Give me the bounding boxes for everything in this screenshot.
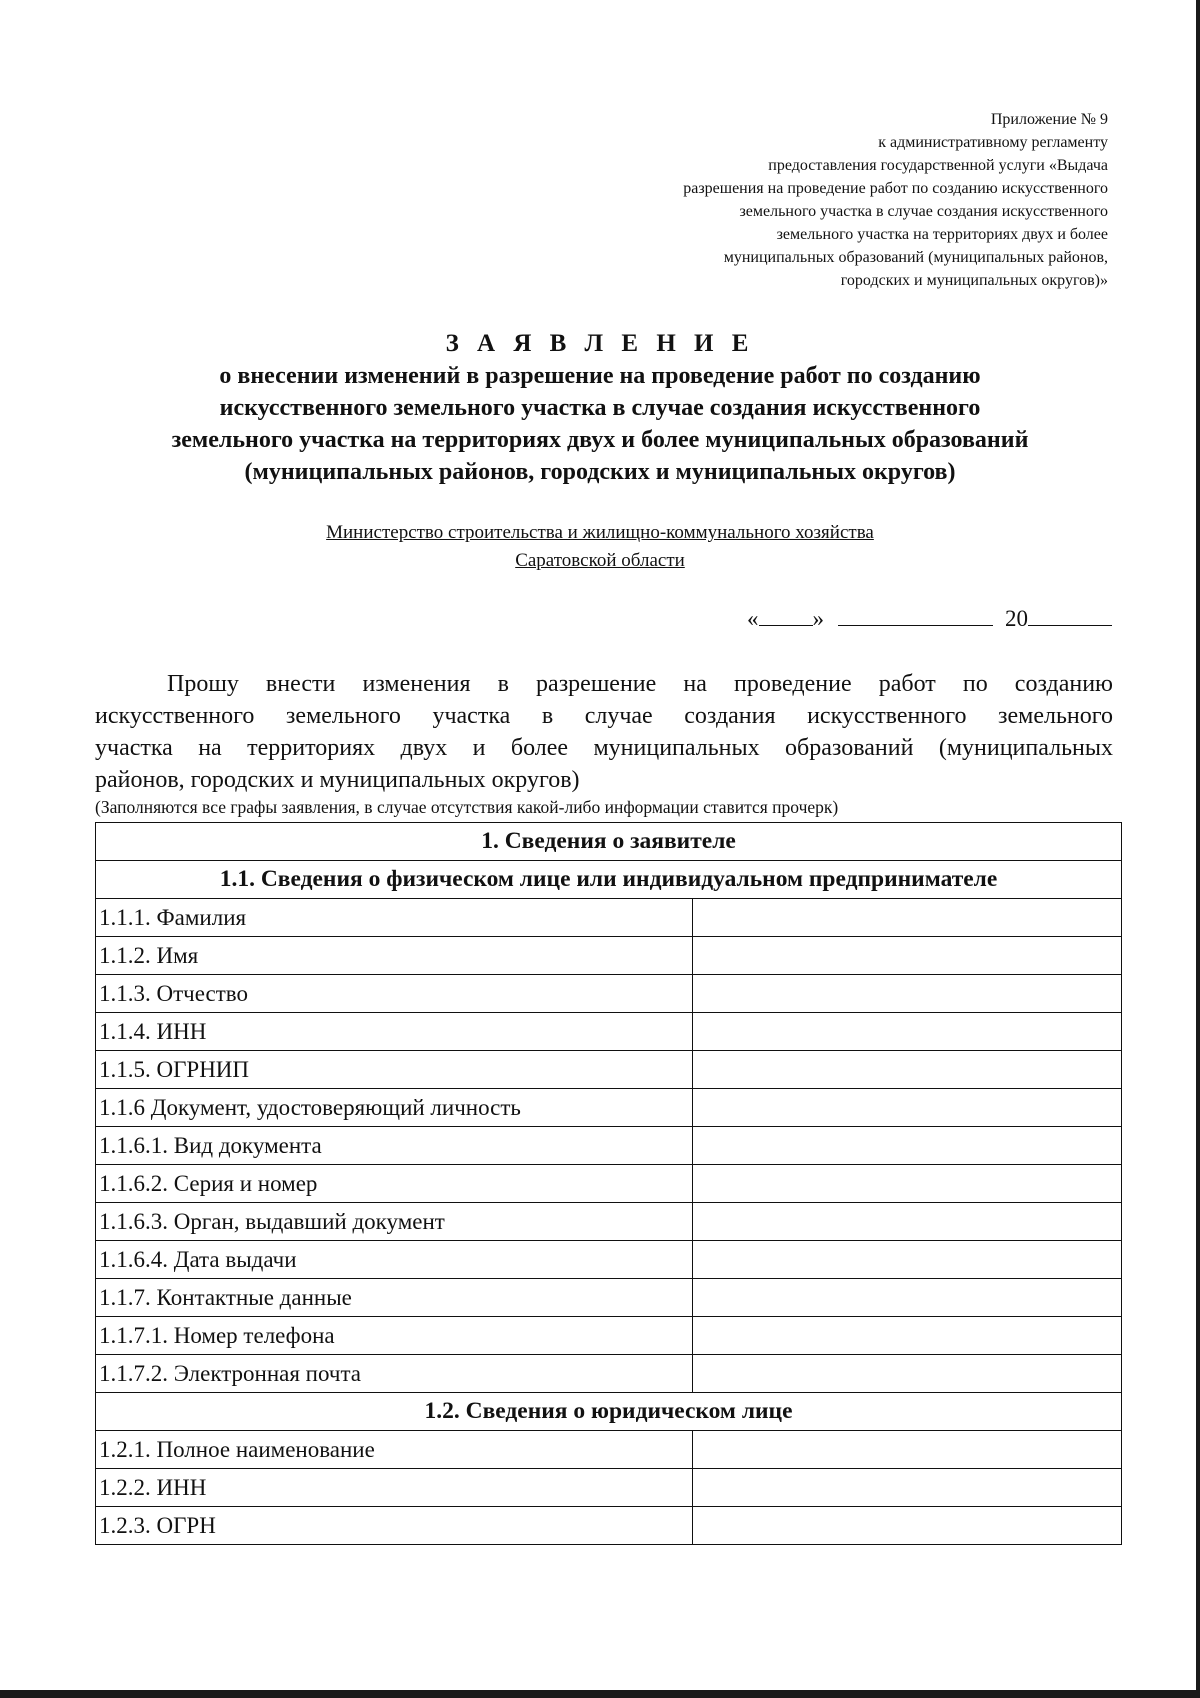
section-heading-legal-entity-row [96, 1393, 1122, 1431]
request-line: Прошу внести изменения в разрешение на проведение работ по созданию [167, 671, 1113, 697]
appendix-line: земельного участка в случае создания искусственного [739, 203, 1108, 220]
appendix-header [548, 108, 1108, 292]
table-row [96, 899, 1122, 937]
subtitle-line: (муниципальных районов, городских и муниципальных округов) [244, 459, 956, 485]
appendix-line: предоставления государственной услуги «Выдача [768, 157, 1108, 174]
field-label: 1.2.2. ИНН [96, 1469, 693, 1507]
field-value-cell[interactable] [692, 1431, 1122, 1469]
table-row [96, 1051, 1122, 1089]
date-open-quote: « [747, 606, 759, 631]
field-label: 1.1.6 Документ, удостоверяющий личность [96, 1089, 693, 1127]
table-row [96, 1203, 1122, 1241]
field-value-cell[interactable] [692, 1203, 1122, 1241]
request-line: районов, городских и муниципальных округов) [95, 767, 580, 793]
request-line: участка на территориях двух и более муниципальных образований (муниципальных [95, 735, 1113, 761]
subtitle-line: о внесении изменений в разрешение на проведение работ по созданию [219, 363, 981, 389]
field-label: 1.2.3. ОГРН [96, 1507, 693, 1545]
field-value-cell[interactable] [692, 1469, 1122, 1507]
table-row [96, 1241, 1122, 1279]
field-label: 1.1.7.2. Электронная почта [96, 1355, 693, 1393]
month-blank[interactable] [838, 603, 993, 626]
document-subtitle [60, 360, 1140, 488]
appendix-line: земельного участка на территориях двух и более [776, 226, 1108, 243]
ministry-line: Саратовской области [515, 550, 685, 571]
field-value-cell[interactable] [692, 1051, 1122, 1089]
scan-edge-bottom [0, 1690, 1200, 1698]
section-heading-individual-row [96, 861, 1122, 899]
table-row [96, 937, 1122, 975]
field-value-cell[interactable] [692, 1089, 1122, 1127]
section-heading-individual: 1.1. Сведения о физическом лице или индивидуальном предпринимателе [96, 861, 1122, 899]
field-value-cell[interactable] [692, 1127, 1122, 1165]
field-label: 1.1.6.2. Серия и номер [96, 1165, 693, 1203]
table-row [96, 1013, 1122, 1051]
table-row [96, 1127, 1122, 1165]
field-label: 1.1.5. ОГРНИП [96, 1051, 693, 1089]
ministry-line: Министерство строительства и жилищно-коммунального хозяйства [326, 522, 874, 543]
field-value-cell[interactable] [692, 1279, 1122, 1317]
request-line: искусственного земельного участка в случае создания искусственного земельного [95, 703, 1113, 729]
year-prefix: 20 [1005, 606, 1028, 631]
table-row [96, 1165, 1122, 1203]
fill-note: (Заполняются все графы заявления, в случае отсутствия какой-либо информации ставится прочерк) [95, 797, 839, 817]
field-value-cell[interactable] [692, 975, 1122, 1013]
field-label: 1.1.1. Фамилия [96, 899, 693, 937]
appendix-line: к административному регламенту [878, 134, 1108, 151]
field-label: 1.1.4. ИНН [96, 1013, 693, 1051]
section-heading-applicant: 1. Сведения о заявителе [96, 823, 1122, 861]
field-value-cell[interactable] [692, 1317, 1122, 1355]
section-heading-applicant-row [96, 823, 1122, 861]
ministry-name [0, 519, 1200, 575]
field-value-cell[interactable] [692, 1507, 1122, 1545]
table-row [96, 1355, 1122, 1393]
field-value-cell[interactable] [692, 937, 1122, 975]
year-blank[interactable] [1028, 603, 1112, 626]
field-value-cell[interactable] [692, 1013, 1122, 1051]
table-row [96, 1507, 1122, 1545]
field-label: 1.1.3. Отчество [96, 975, 693, 1013]
section-heading-legal-entity: 1.2. Сведения о юридическом лице [96, 1393, 1122, 1431]
table-row [96, 1279, 1122, 1317]
table-row [96, 1089, 1122, 1127]
field-label: 1.1.6.3. Орган, выдавший документ [96, 1203, 693, 1241]
table-row [96, 975, 1122, 1013]
field-label: 1.1.6.1. Вид документа [96, 1127, 693, 1165]
field-value-cell[interactable] [692, 899, 1122, 937]
appendix-line: муниципальных образований (муниципальных районов, [723, 249, 1108, 266]
field-label: 1.1.7. Контактные данные [96, 1279, 693, 1317]
table-row [96, 1431, 1122, 1469]
field-label: 1.1.2. Имя [96, 937, 693, 975]
date-line [747, 603, 1112, 632]
date-close-quote: » [812, 606, 824, 631]
subtitle-line: земельного участка на территориях двух и более муниципальных образований [171, 427, 1029, 453]
field-label: 1.1.6.4. Дата выдачи [96, 1241, 693, 1279]
appendix-line: разрешения на проведение работ по созданию искусственного [683, 180, 1108, 197]
request-paragraph [95, 668, 1113, 796]
field-value-cell[interactable] [692, 1165, 1122, 1203]
scan-edge-right [1196, 0, 1200, 1698]
table-row [96, 1469, 1122, 1507]
field-value-cell[interactable] [692, 1355, 1122, 1393]
table-row [96, 1317, 1122, 1355]
field-label: 1.1.7.1. Номер телефона [96, 1317, 693, 1355]
field-value-cell[interactable] [692, 1241, 1122, 1279]
appendix-line: Приложение № 9 [990, 111, 1108, 128]
appendix-line: городских и муниципальных округов)» [840, 272, 1108, 289]
field-label: 1.2.1. Полное наименование [96, 1431, 693, 1469]
subtitle-line: искусственного земельного участка в случае создания искусственного [219, 395, 981, 421]
applicant-form-table [95, 822, 1122, 1545]
day-blank[interactable] [759, 603, 813, 626]
document-title: З А Я В Л Е Н И Е [445, 330, 755, 357]
